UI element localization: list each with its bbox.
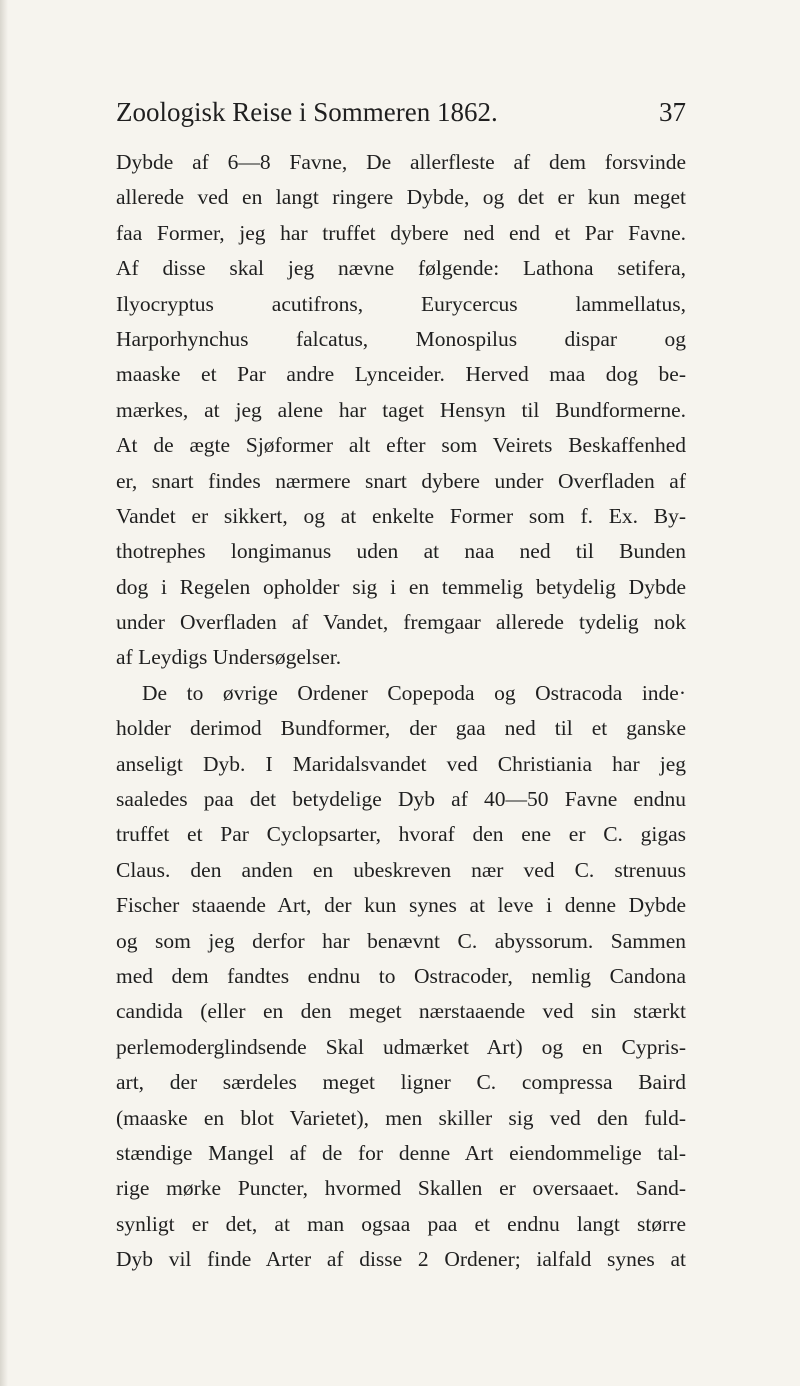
running-title: Zoologisk Reise i Sommeren 1862. <box>116 97 498 127</box>
text-line: saaledes paa det betydelige Dyb af 40—50 Favne endnu <box>116 787 686 812</box>
text-line: At de ægte Sjøformer alt efter som Veirets Beskaffenhed <box>116 433 686 458</box>
text-line: anseligt Dyb. I Maridalsvandet ved Christiania har jeg <box>116 751 686 776</box>
text-line: stændige Mangel af de for denne Art eiendommelige tal- <box>116 1140 686 1165</box>
text-line: Ilyocryptus acutifrons, Eurycercus lammellatus, <box>116 291 686 316</box>
text-line: (maaske en blot Varietet), men skiller sig ved den fuld- <box>116 1105 686 1130</box>
text-line: thotrephes longimanus uden at naa ned til Bunden <box>116 539 686 564</box>
text-line: og som jeg derfor har benævnt C. abyssorum. Sammen <box>116 928 686 953</box>
text-line: faa Former, jeg har truffet dybere ned end et Par Favne. <box>116 220 686 245</box>
text-line: De to øvrige Ordener Copepoda og Ostracoda inde· <box>142 680 686 705</box>
text-line: truffet et Par Cyclopsarter, hvoraf den ene er C. gigas <box>116 822 686 847</box>
body-text <box>116 145 686 1278</box>
text-line: dog i Regelen opholder sig i en temmelig betydelig Dybde <box>116 574 686 599</box>
text-line: synligt er det, at man ogsaa paa et endnu langt større <box>116 1211 686 1236</box>
text-line: allerede ved en langt ringere Dybde, og det er kun meget <box>116 185 686 210</box>
text-line: under Overfladen af Vandet, fremgaar allerede tydelig nok <box>116 610 686 635</box>
text-line: med dem fandtes endnu to Ostracoder, nemlig Candona <box>116 963 686 988</box>
text-line: Claus. den anden en ubeskreven nær ved C. strenuus <box>116 857 686 882</box>
text-line: holder derimod Bundformer, der gaa ned til et ganske <box>116 716 686 741</box>
text-line: Vandet er sikkert, og at enkelte Former som f. Ex. By- <box>116 503 686 528</box>
text-line: maaske et Par andre Lynceider. Herved maa dog be- <box>116 362 686 387</box>
text-line: art, der særdeles meget ligner C. compressa Baird <box>116 1070 686 1095</box>
text-line: perlemoderglindsende Skal udmærket Art) og en Cypris- <box>116 1034 686 1059</box>
text-line: Dybde af 6—8 Favne, De allerfleste af dem forsvinde <box>116 150 686 174</box>
text-line: er, snart findes nærmere snart dybere under Overfladen af <box>116 468 686 493</box>
page-edge <box>0 0 8 1386</box>
page-number: 37 <box>659 97 686 127</box>
text-line: af Leydigs Undersøgelser. <box>116 645 342 670</box>
page-header <box>116 94 686 130</box>
text-line: Fischer staaende Art, der kun synes at leve i denne Dybde <box>116 893 686 918</box>
text-line: candida (eller en den meget nærstaaende ved sin stærkt <box>116 999 686 1024</box>
text-line: Dyb vil finde Arter af disse 2 Ordener; ialfald synes at <box>116 1247 686 1272</box>
text-line: rige mørke Puncter, hvormed Skallen er oversaaet. Sand- <box>116 1176 686 1201</box>
text-line: mærkes, at jeg alene har taget Hensyn til Bundformerne. <box>116 397 686 422</box>
text-line: Af disse skal jeg nævne følgende: Lathona setifera, <box>116 256 686 281</box>
text-line: Harporhynchus falcatus, Monospilus dispar og <box>116 326 686 351</box>
